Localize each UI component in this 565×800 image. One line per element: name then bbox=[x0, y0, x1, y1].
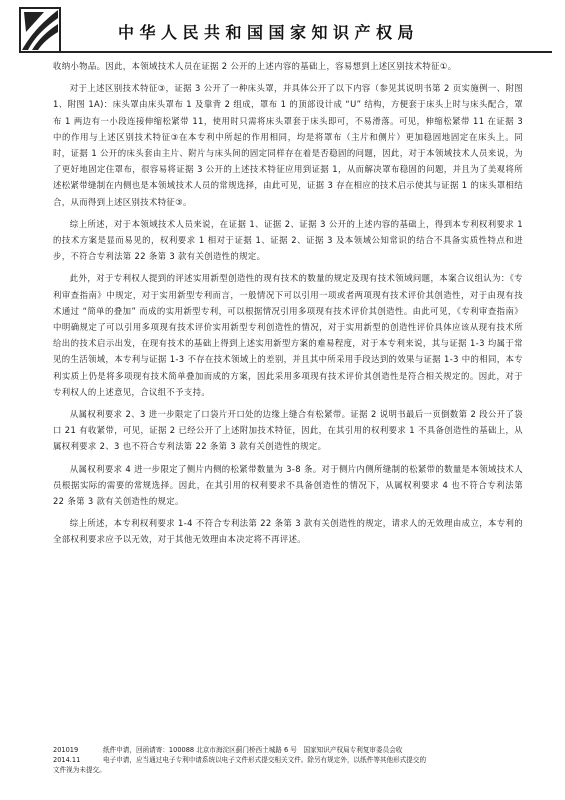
footer-line bbox=[53, 765, 533, 775]
paragraph: 此外，对于专利权人提到的评述实用新型创造性的现有技术的数量的规定及现有技术领域问题，本案合议组认为：《专利审查指南》中规定，对于实用新型专利而言，一般情况下可以引用一项或者两项现有技术评价其创造性，对于由现有技术通过 “简单的叠加” 而成的实用新型专利，可以根据情况引用多项现有技术评价其创造性。由此可见，《专利审查指南》中明确规定了可以引用多项现有技术评价实用新型专利创造性的情况，对于实用新型的创造性评价具体应该从现有技术所给出的技术启示出发，在现有技术的基础上得到上述实用新型方案的难易程度，对于本专利来说，其与证据 1-3 均属于常见的生活领域，本专利与证据 1-3 不存在技术领域上的差别，并且其中所采用手段达到的效果与证据 1-3 中的相同，本专利实质上仍是将多项现有技术简单叠加而成的方案，因此采用多项现有技术评价其创造性是符合相关规定的。因此，对于专利权人的上述意见，合议组不予支持。 bbox=[53, 273, 523, 397]
footer-text: 电子申请，应当通过电子专利申请系统以电子文件形式提交相关文件。除另有规定外，以纸件等其他形式提交的 bbox=[103, 756, 427, 764]
document-body bbox=[53, 58, 523, 554]
form-code: 201019 bbox=[53, 746, 79, 754]
footer-text: 文件视为未提交。 bbox=[53, 766, 106, 774]
header-rule bbox=[52, 51, 552, 53]
footer-text: 纸件申请，回函请寄：100088 北京市海淀区蓟门桥西土城路 6 号 国家知识产权局专利复审委员会收 bbox=[103, 746, 403, 754]
paragraph: 从属权利要求 4 进一步限定了侧片内侧的松紧带数量为 3-8 条。对于侧片内侧所缝制的松紧带的数量是本领域技术人员根据实际的需要的常规选择。因此，在其引用的权利要求不具备创造性的情况下，从属权利要求 4 也不符合专利法第 22 条第 3 款有关创造性的规定。 bbox=[53, 463, 523, 507]
footer-line bbox=[53, 755, 533, 765]
paragraph: 综上所述，本专利权利要求 1-4 不符合专利法第 22 条第 3 款有关创造性的规定，请求人的无效理由成立，本专利的全部权利要求应予以无效，对于其他无效理由本决定将不再评述。 bbox=[53, 518, 523, 545]
paragraph: 收纳小物品。因此，本领域技术人员在证据 2 公开的上述内容的基础上，容易想到上述区别技术特征①。 bbox=[53, 61, 457, 71]
paragraph: 对于上述区别技术特征③，证据 3 公开了一种床头罩，并具体公开了以下内容（参见其说明书第 2 页实施例一、附图 1、附图 1A)：床头罩由床头罩布 1 及靠背 2 组成，罩布 1 的顶部设计成 “U” 结构，方便套于床头上时与床头配合，罩布 1 两边有一小段连接伸缩松紧带 11，使用时只需将床头罩套于床头即可，不易滑落。可见，伸缩松紧带 11 在证据 3 中的作用与上述区别技术特征③在本专利中所起的作用相同，均是将罩布（主片和侧片）更加稳固地固定在床头上。同时，证据 1 公开的床头套由主片、附片与床头间的固定同样存在着是否稳固的问题，因此，对于本领域技术人员来说，为了更好地固定住罩布，很容易将证据 3 公开的上述技术特征应用到证据 1，从而解决罩布稳固的问题，并且为了美观将所述松紧带缝制在内侧也是本领域技术人员的常规选择，由此可见，证据 3 存在相应的技术启示使其与证据 1 的床头罩相结合，从而得到上述区别技术特征③。 bbox=[53, 83, 523, 207]
cnipa-logo-icon bbox=[18, 6, 62, 54]
form-date: 2014.11 bbox=[53, 756, 81, 764]
page-header bbox=[0, 0, 565, 62]
footer-line bbox=[53, 745, 533, 755]
paragraph: 从属权利要求 2、3 进一步限定了口袋片开口处的边缘上缝合有松紧带。证据 2 说明书最后一页倒数第 2 段公开了袋口 21 有收紧带，可见，证据 2 已经公开了上述附加技术特征，因此，在其引用的权利要求 1 不具备创造性的基础上，从属权利要求 2、3 也不符合专利法第 22 条第 3 款有关创造性的规定。 bbox=[53, 409, 523, 452]
paragraph: 综上所述，对于本领域技术人员来说，在证据 1、证据 2、证据 3 公开的上述内容的基础上，得到本专利权利要求 1 的技术方案是显而易见的，权利要求 1 相对于证据 1、证据 2、证据 3 及本领域公知常识的结合不具备实质性特点和进步，不符合专利法第 22 条第 3 款有关创造性的规定。 bbox=[53, 218, 523, 262]
page-footer bbox=[53, 745, 533, 775]
organization-title: 中华人民共和国国家知识产权局 bbox=[118, 23, 420, 42]
